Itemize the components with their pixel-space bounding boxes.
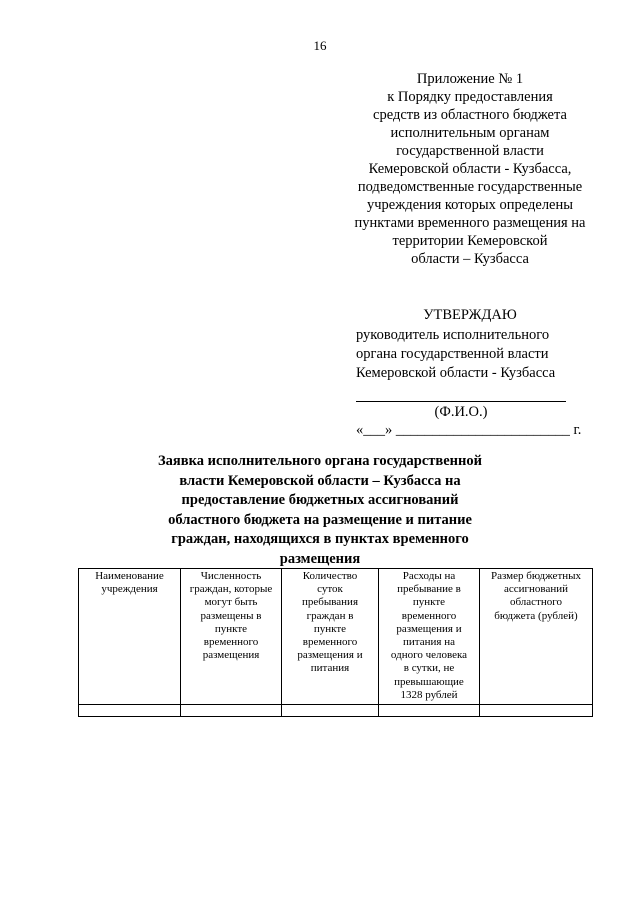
table-cell[interactable] [282, 705, 379, 717]
table-row [79, 705, 593, 717]
appendix-line: Кемеровской области - Кузбасса, [368, 161, 572, 177]
appendix-line: области – Кузбасса [411, 251, 529, 267]
signature-line [356, 401, 566, 402]
appendix-line: средств из областного бюджета [373, 107, 567, 123]
approval-block [356, 326, 555, 383]
date-line: «___» ________________________ г. [356, 422, 582, 438]
appendix-line: к Порядку предоставления [387, 89, 553, 105]
approval-line: руководитель исполнительного [356, 327, 550, 343]
header-daily-expenses: Расходы на пребывание в пункте временного размещения и питания на одного человека в сутки, не превышающие 1328 рублей [379, 569, 480, 705]
document-title [120, 452, 520, 569]
table-cell[interactable] [181, 705, 282, 717]
appendix-line: исполнительным органам [390, 125, 550, 141]
header-institution-name: Наименование учреждения [79, 569, 181, 705]
page-number: 16 [313, 38, 327, 53]
appendix-line: Приложение № 1 [416, 71, 524, 87]
fio-label: (Ф.И.О.) [434, 404, 488, 420]
appendix-line: государственной власти [396, 143, 544, 159]
header-days-count: Количество суток пребывания граждан в пункте временного размещения и питания [282, 569, 379, 705]
table-cell[interactable] [79, 705, 181, 717]
approval-heading: УТВЕРЖДАЮ [423, 307, 517, 323]
title-line: размещения [279, 550, 361, 567]
appendix-block [340, 70, 600, 268]
appendix-line: учреждения которых определены [367, 197, 573, 213]
title-line: граждан, находящихся в пунктах временного [171, 531, 469, 547]
title-line: предоставление бюджетных ассигнований [181, 492, 459, 508]
appendix-line: территории Кемеровской [392, 233, 548, 249]
title-line: областного бюджета на размещение и питание [168, 511, 472, 528]
appendix-line: пунктами временного размещения на [354, 215, 586, 231]
table-cell[interactable] [480, 705, 593, 717]
table-header-row [79, 569, 593, 705]
header-budget-amount: Размер бюджетных ассигнований областного бюджета (рублей) [480, 569, 593, 705]
approval-line: органа государственной власти [356, 346, 549, 362]
header-citizens-count: Численность граждан, которые могут быть размещены в пункте временного размещения [181, 569, 282, 705]
table-cell[interactable] [379, 705, 480, 717]
request-table [78, 568, 593, 717]
approval-line: Кемеровской области - Кузбасса [356, 365, 556, 381]
title-line: Заявка исполнительного органа государственной [158, 453, 482, 469]
title-line: власти Кемеровской области – Кузбасса на [179, 472, 461, 489]
appendix-line: подведомственные государственные [357, 179, 583, 195]
